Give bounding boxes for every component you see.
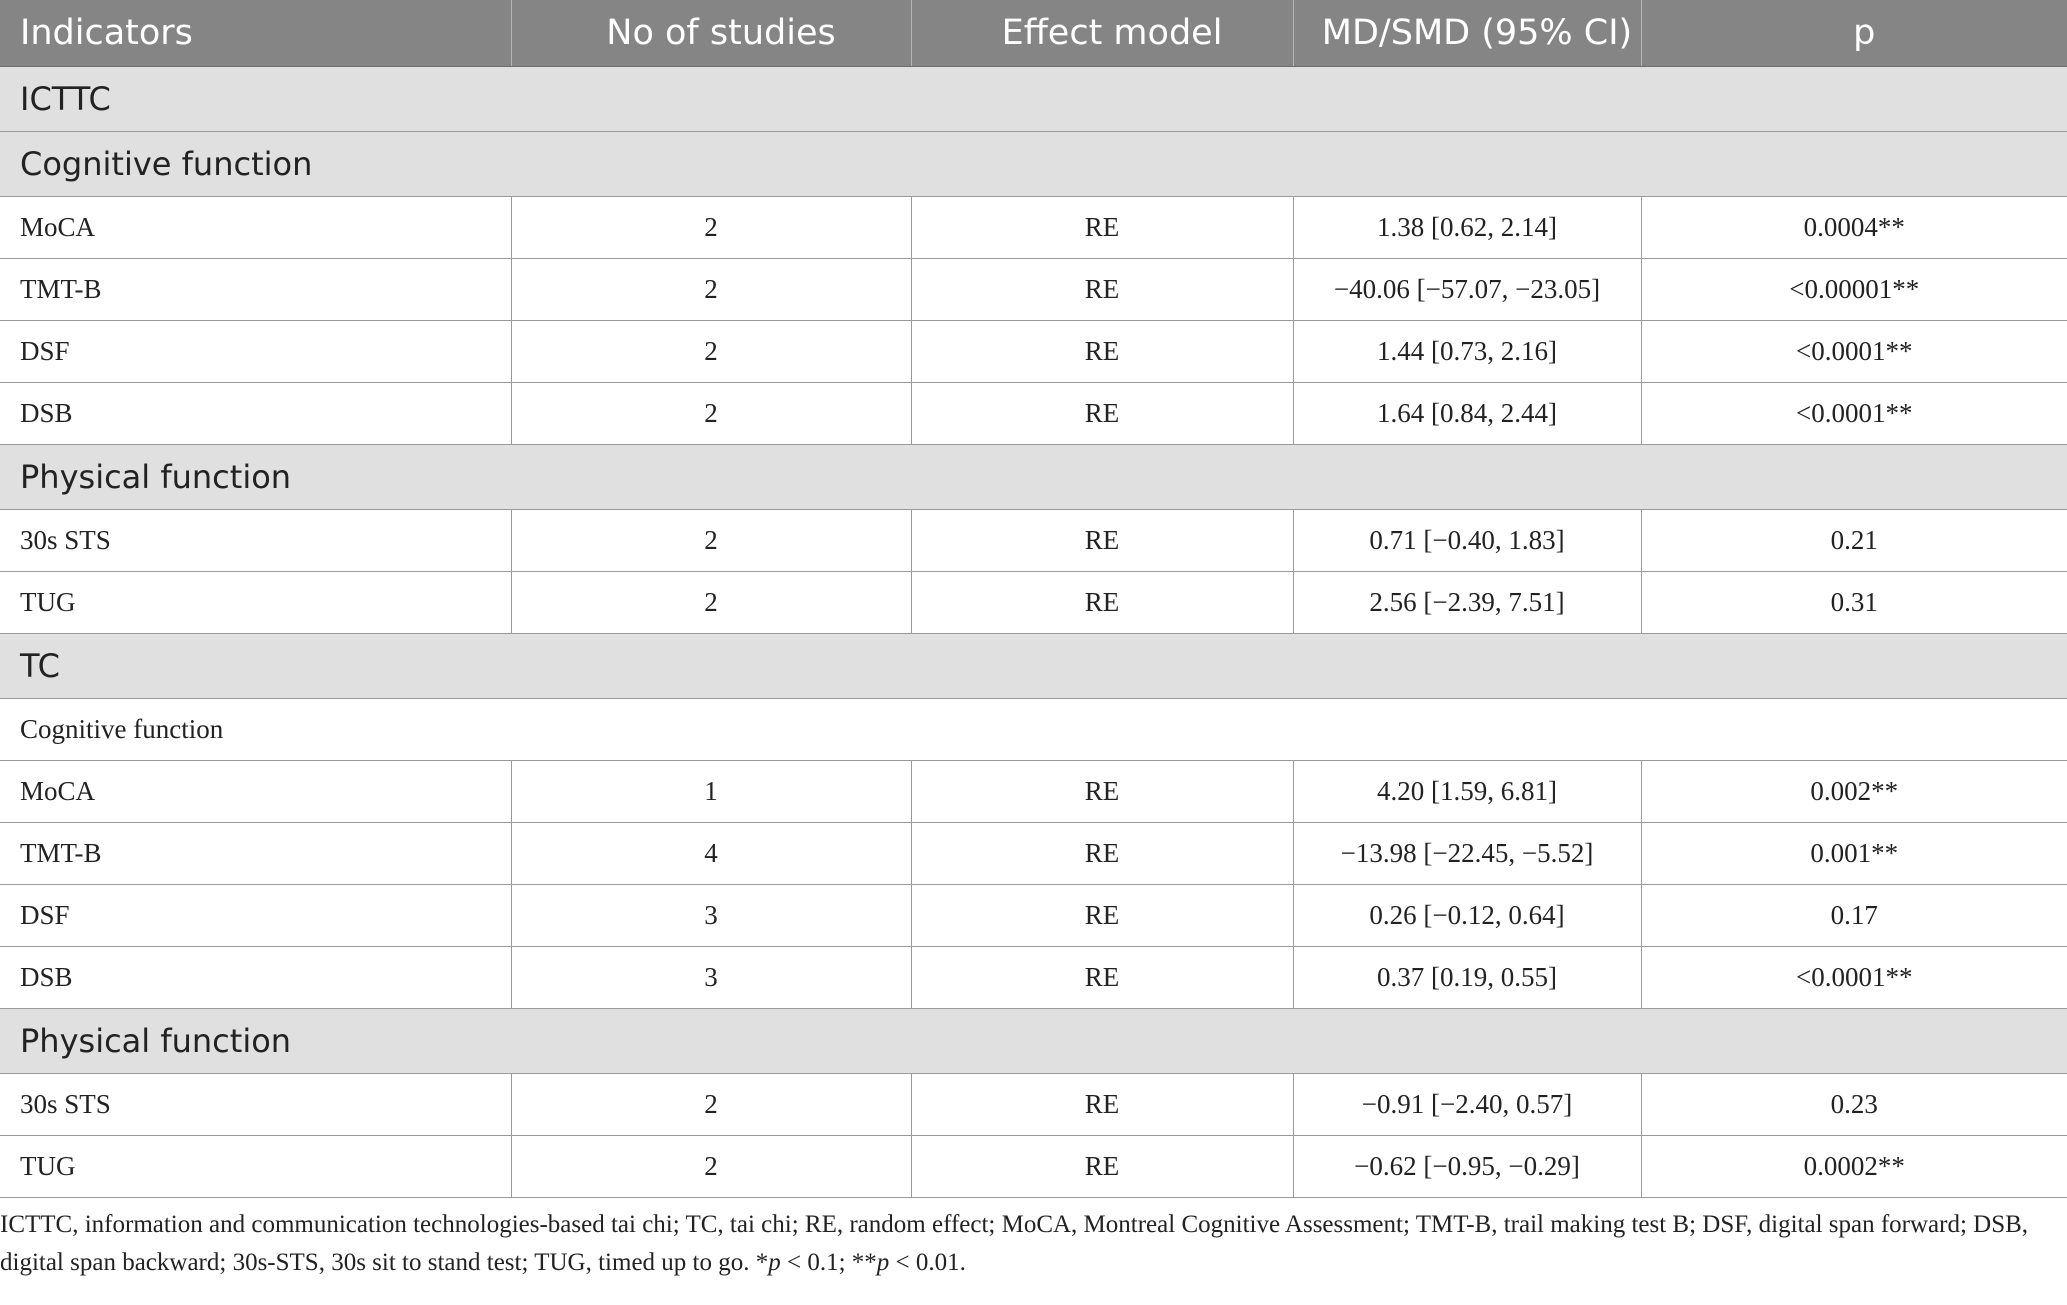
indicator-cell: DSB (0, 382, 511, 444)
table-row (0, 1073, 2067, 1135)
p-value-cell: 0.31 (1641, 571, 2067, 633)
header-no-of-studies: No of studies (511, 0, 911, 66)
table-row (0, 382, 2067, 444)
effect-model-cell: RE (911, 571, 1293, 633)
studies-cell: 2 (511, 509, 911, 571)
studies-cell: 2 (511, 258, 911, 320)
effect-model-cell: RE (911, 760, 1293, 822)
studies-cell: 2 (511, 320, 911, 382)
effect-model-cell: RE (911, 884, 1293, 946)
md-smd-cell: −0.62 [−0.95, −0.29] (1293, 1135, 1641, 1197)
indicator-cell: 30s STS (0, 1073, 511, 1135)
table-row (0, 196, 2067, 258)
block-title: Cognitive function (0, 698, 2067, 760)
studies-cell: 2 (511, 1073, 911, 1135)
block-row (0, 131, 2067, 196)
effect-model-cell: RE (911, 1135, 1293, 1197)
studies-cell: 2 (511, 571, 911, 633)
effect-model-cell: RE (911, 320, 1293, 382)
indicator-cell: DSB (0, 946, 511, 1008)
indicator-cell: TUG (0, 1135, 511, 1197)
block-title: Physical function (0, 1008, 2067, 1073)
p-value-cell: 0.0002** (1641, 1135, 2067, 1197)
indicator-cell: DSF (0, 320, 511, 382)
table-row (0, 946, 2067, 1008)
table-footnote (0, 1206, 2040, 1282)
effect-model-cell: RE (911, 822, 1293, 884)
md-smd-cell: 0.71 [−0.40, 1.83] (1293, 509, 1641, 571)
p-value-cell: 0.002** (1641, 760, 2067, 822)
block-row (0, 698, 2067, 760)
header-indicators: Indicators (0, 0, 511, 66)
table-body (0, 66, 2067, 1197)
table-row (0, 1135, 2067, 1197)
block-title: Physical function (0, 444, 2067, 509)
effect-model-cell: RE (911, 258, 1293, 320)
table-row (0, 760, 2067, 822)
indicator-cell: TMT-B (0, 822, 511, 884)
group-row (0, 633, 2067, 698)
studies-cell: 3 (511, 884, 911, 946)
studies-cell: 3 (511, 946, 911, 1008)
studies-cell: 2 (511, 1135, 911, 1197)
table-row (0, 320, 2067, 382)
footnote-threshold-2: < 0.01. (889, 1248, 966, 1276)
studies-cell: 2 (511, 196, 911, 258)
studies-cell: 4 (511, 822, 911, 884)
header-p-value: p (1641, 0, 2067, 66)
indicator-cell: DSF (0, 884, 511, 946)
p-value-cell: 0.21 (1641, 509, 2067, 571)
md-smd-cell: 2.56 [−2.39, 7.51] (1293, 571, 1641, 633)
header-md-smd: MD/SMD (95% CI) (1293, 0, 1641, 66)
table-row (0, 822, 2067, 884)
footnote-p-var-2: p (876, 1248, 890, 1276)
md-smd-cell: 1.44 [0.73, 2.16] (1293, 320, 1641, 382)
md-smd-cell: −40.06 [−57.07, −23.05] (1293, 258, 1641, 320)
effect-model-cell: RE (911, 1073, 1293, 1135)
footnote-text: ICTTC, information and communication technologies-based tai chi; TC, tai chi; RE, random effect; MoCA, Montreal Cognitive Assessment; TMT-B, trail making test B; DSF, digital span forward; DSB, digital span backward; 30s-STS, 30s sit to stand test; TUG, timed up to go. * (0, 1210, 2029, 1276)
indicator-cell: MoCA (0, 196, 511, 258)
md-smd-cell: 1.38 [0.62, 2.14] (1293, 196, 1641, 258)
studies-cell: 2 (511, 382, 911, 444)
table-header-row (0, 0, 2067, 66)
p-value-cell: <0.0001** (1641, 382, 2067, 444)
md-smd-cell: −0.91 [−2.40, 0.57] (1293, 1073, 1641, 1135)
table-row (0, 571, 2067, 633)
indicator-cell: 30s STS (0, 509, 511, 571)
p-value-cell: 0.17 (1641, 884, 2067, 946)
table-row (0, 509, 2067, 571)
table-row (0, 258, 2067, 320)
effect-model-cell: RE (911, 196, 1293, 258)
p-value-cell: 0.001** (1641, 822, 2067, 884)
effect-model-cell: RE (911, 382, 1293, 444)
indicator-cell: MoCA (0, 760, 511, 822)
p-value-cell: <0.00001** (1641, 258, 2067, 320)
table-row (0, 884, 2067, 946)
indicator-cell: TUG (0, 571, 511, 633)
p-value-cell: <0.0001** (1641, 946, 2067, 1008)
md-smd-cell: −13.98 [−22.45, −5.52] (1293, 822, 1641, 884)
footnote-threshold-1: < 0.1; ** (780, 1248, 877, 1276)
md-smd-cell: 0.26 [−0.12, 0.64] (1293, 884, 1641, 946)
group-title: TC (0, 633, 2067, 698)
block-row (0, 1008, 2067, 1073)
group-row (0, 66, 2067, 131)
p-value-cell: <0.0001** (1641, 320, 2067, 382)
p-value-cell: 0.23 (1641, 1073, 2067, 1135)
footnote-p-var-1: p (768, 1248, 781, 1276)
md-smd-cell: 1.64 [0.84, 2.44] (1293, 382, 1641, 444)
group-title: ICTTC (0, 66, 2067, 131)
indicator-cell: TMT-B (0, 258, 511, 320)
studies-cell: 1 (511, 760, 911, 822)
effect-model-cell: RE (911, 946, 1293, 1008)
block-row (0, 444, 2067, 509)
effect-model-cell: RE (911, 509, 1293, 571)
header-effect-model: Effect model (911, 0, 1293, 66)
p-value-cell: 0.0004** (1641, 196, 2067, 258)
block-title: Cognitive function (0, 131, 2067, 196)
md-smd-cell: 4.20 [1.59, 6.81] (1293, 760, 1641, 822)
md-smd-cell: 0.37 [0.19, 0.55] (1293, 946, 1641, 1008)
